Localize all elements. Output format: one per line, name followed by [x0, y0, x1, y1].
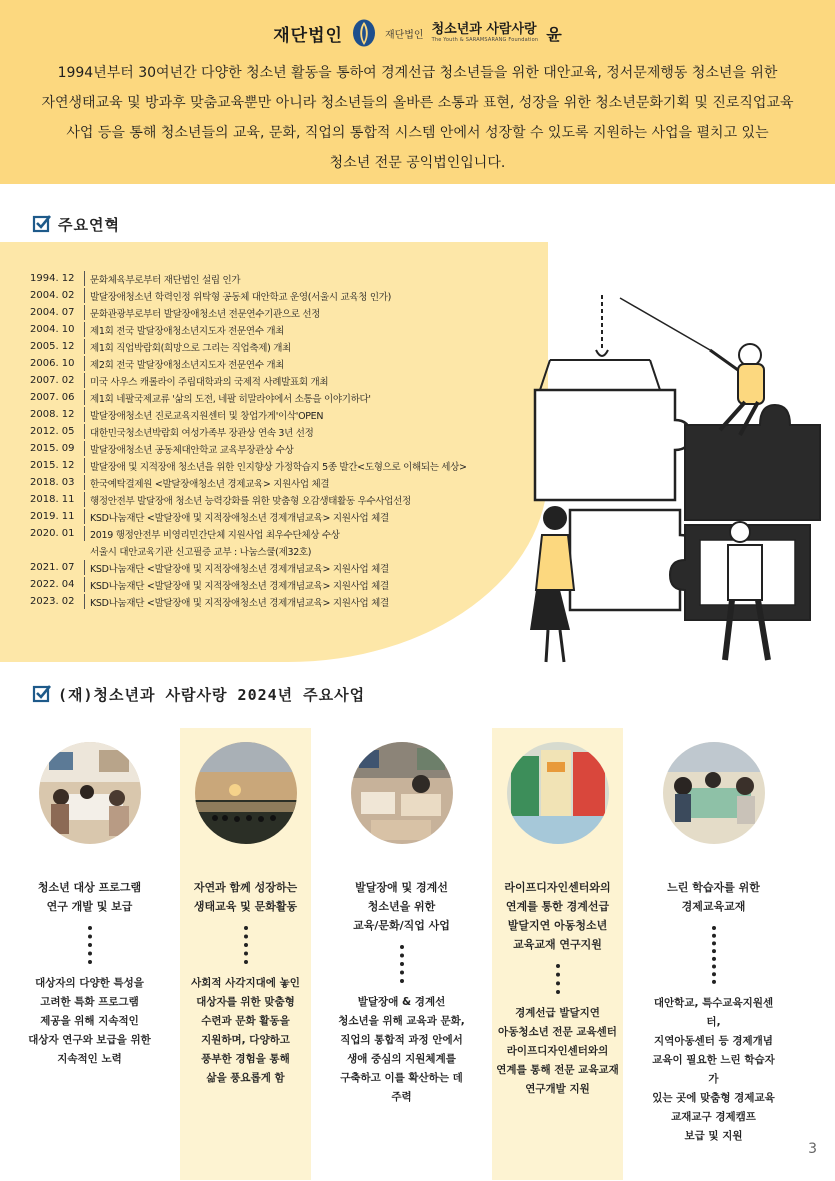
timeline-date: 2022. 04 — [30, 579, 75, 590]
sunset-photo — [195, 742, 297, 844]
timeline-date: 1994. 12 — [30, 273, 75, 284]
timeline-date: 2019. 11 — [30, 511, 75, 522]
checkbox-icon — [32, 214, 52, 234]
timeline-row — [30, 508, 530, 525]
project-description: 대안학교, 특수교육지원센터, 지역아동센터 등 경제개념 교육이 필요한 느린 학습자가 있는 곳에 맞춤형 경제교육 교재교구 경제캠프 보급 및 지원 — [652, 997, 775, 1142]
timeline-date: 2006. 10 — [30, 358, 75, 369]
timeline-divider — [84, 526, 85, 541]
timeline-text: 문화체육부로부터 재단법인 설립 인가 — [90, 274, 241, 286]
craft-activity-photo — [351, 742, 453, 844]
brand-mark: 윤 — [546, 24, 562, 44]
dotted-connector — [556, 964, 560, 994]
timeline-divider — [84, 424, 85, 439]
project-title: 라이프디자인센터와의 연계를 통한 경계선급 발달지연 아동청소년 교육교재 연구지원 — [504, 881, 611, 951]
timeline-divider — [84, 594, 85, 609]
dotted-connector — [712, 926, 716, 984]
timeline-text: 제2회 전국 발달장애청소년지도자 전문연수 개최 — [90, 359, 285, 371]
timeline-text: 제1회 네팔국제교류 '삶의 도전, 네팔 히말라야에서 소통을 이야기하다' — [90, 393, 371, 405]
timeline-date: 2015. 09 — [30, 443, 75, 454]
timeline-text: KSD나눔재단 <발달장애 및 지적장애청소년 경제개념교육> 지원사업 체결 — [90, 512, 389, 524]
timeline-text: 2019 행정안전부 비영리민간단체 지원사업 최우수단체상 수상 — [90, 529, 340, 541]
timeline-date: 2018. 03 — [30, 477, 75, 488]
brand-script-text: 재단법인 — [273, 25, 343, 46]
timeline-date: 2005. 12 — [30, 341, 75, 352]
timeline-divider — [84, 339, 85, 354]
timeline-text: KSD나눔재단 <발달장애 및 지적장애청소년 경제개념교육> 지원사업 체결 — [90, 563, 389, 575]
timeline-date: 2023. 02 — [30, 596, 75, 607]
timeline-row — [30, 474, 530, 491]
project-card — [492, 742, 623, 1099]
timeline-text: 발달장애청소년 진로교육지원센터 및 창업가게'이삭'OPEN — [90, 410, 324, 422]
timeline-row — [30, 525, 530, 542]
history-title: 주요연혁 — [58, 215, 120, 234]
timeline-divider — [84, 288, 85, 303]
timeline-date: 2021. 07 — [30, 562, 75, 573]
timeline-text: 문화관광부로부터 발달장애청소년 전문연수기관으로 선정 — [90, 308, 321, 320]
timeline-text: KSD나눔재단 <발달장애 및 지적장애청소년 경제개념교육> 지원사업 체결 — [90, 580, 389, 592]
timeline-text: 행정안전부 발달장애 청소년 능력강화를 위한 맞춤형 오감생태활동 우수사업선정 — [90, 495, 411, 507]
timeline-row — [30, 372, 530, 389]
book-display-photo — [507, 742, 609, 844]
dotted-connector — [244, 926, 248, 964]
project-description: 대상자의 다양한 특성을 고려한 특화 프로그램 제공을 위해 지속적인 대상자 연구와 보급을 위한 지속적인 노력 — [28, 977, 151, 1065]
project-card — [180, 742, 311, 1088]
project-card — [24, 742, 155, 1069]
timeline-divider — [84, 305, 85, 320]
intro-line: 사업 등을 통해 청소년들의 교육, 문화, 직업의 통합적 시스템 안에서 성장할 수 있도록 지원하는 사업을 펼치고 있는 — [66, 125, 769, 141]
classroom-photo — [663, 742, 765, 844]
timeline-divider — [84, 475, 85, 490]
timeline-divider — [84, 271, 85, 286]
project-description: 사회적 사각지대에 놓인 대상자를 위한 맞춤형 수련과 문화 활동을 지원하며, 다양하고 풍부한 경험을 통해 삶을 풍요롭게 함 — [191, 977, 300, 1084]
projects-section-title — [32, 682, 365, 706]
timeline-text: 발달장애 및 지적장애 청소년을 위한 인지향상 가정학습지 5종 발간<도형으로 이해되는 세상> — [90, 461, 467, 473]
page-number: 3 — [808, 1141, 817, 1157]
timeline-row — [30, 491, 530, 508]
project-card — [648, 742, 779, 1146]
timeline-date: 2007. 06 — [30, 392, 75, 403]
timeline-date: 2007. 02 — [30, 375, 75, 386]
timeline-row — [30, 423, 530, 440]
timeline-divider — [84, 458, 85, 473]
project-description: 발달장애 & 경계선 청소년을 위해 교육과 문화, 직업의 통합적 과정 안에서 생애 중심의 지원체계를 구축하고 이를 확산하는 데 주력 — [338, 996, 465, 1103]
brand-name: 청소년과 사람사랑 — [431, 22, 537, 37]
timeline-row — [30, 542, 530, 559]
workshop-photo — [39, 742, 141, 844]
timeline-divider — [84, 560, 85, 575]
dotted-connector — [400, 945, 404, 983]
checkbox-icon — [32, 684, 52, 704]
history-timeline — [30, 270, 530, 610]
timeline-divider — [84, 322, 85, 337]
projects-title: (재)청소년과 사람사랑 2024년 주요사업 — [58, 685, 366, 704]
brand-english-name: The Youth & SARAMSARANG Foundation — [431, 37, 539, 43]
history-section-title — [32, 212, 120, 236]
timeline-row — [30, 457, 530, 474]
timeline-text: 제1회 직업박람회(희망으로 그리는 직업축제) 개최 — [90, 342, 291, 354]
timeline-date: 2004. 10 — [30, 324, 75, 335]
timeline-divider — [84, 441, 85, 456]
timeline-text: 발달장애청소년 학력인정 위탁형 공동체 대안학교 운영(서울시 교육청 인가) — [90, 291, 392, 303]
timeline-date: 2015. 12 — [30, 460, 75, 471]
timeline-row — [30, 270, 530, 287]
intro-line: 1994년부터 30여년간 다양한 청소년 활동을 통하여 경계선급 청소년들을 위한 대안교육, 정서문제행동 청소년을 위한 — [57, 65, 778, 81]
timeline-row — [30, 389, 530, 406]
timeline-text: 제1회 전국 발달장애청소년지도자 전문연수 개최 — [90, 325, 285, 337]
timeline-date: 2008. 12 — [30, 409, 75, 420]
intro-paragraph — [30, 58, 805, 178]
timeline-divider — [84, 407, 85, 422]
timeline-row — [30, 440, 530, 457]
timeline-row — [30, 355, 530, 372]
foundation-emblem-icon — [351, 18, 377, 48]
timeline-row — [30, 593, 530, 610]
timeline-date: 2018. 11 — [30, 494, 75, 505]
timeline-row — [30, 304, 530, 321]
foundation-logo — [0, 18, 835, 48]
timeline-divider — [84, 577, 85, 592]
timeline-row — [30, 406, 530, 423]
intro-line: 청소년 전문 공익법인입니다. — [329, 155, 506, 171]
puzzle-illustration — [500, 290, 830, 670]
timeline-date: 2004. 07 — [30, 307, 75, 318]
timeline-divider — [84, 492, 85, 507]
timeline-row — [30, 321, 530, 338]
brand-prefix: 재단법인 — [384, 29, 424, 41]
timeline-divider — [84, 356, 85, 371]
timeline-date: 2004. 02 — [30, 290, 75, 301]
dotted-connector — [88, 926, 92, 964]
project-card — [336, 742, 467, 1107]
timeline-text: KSD나눔재단 <발달장애 및 지적장애청소년 경제개념교육> 지원사업 체결 — [90, 597, 389, 609]
timeline-date: 2020. 01 — [30, 528, 75, 539]
timeline-divider — [84, 373, 85, 388]
timeline-row — [30, 338, 530, 355]
project-title: 자연과 함께 성장하는 생태교육 및 문화활동 — [193, 881, 298, 913]
timeline-divider — [84, 509, 85, 524]
timeline-divider — [84, 390, 85, 405]
timeline-text: 서울시 대안교육기관 신고필증 교부 : 나눔스쿨(제32호) — [90, 546, 312, 558]
intro-line: 자연생태교육 및 방과후 맞춤교육뿐만 아니라 청소년들의 올바른 소통과 표현, 성장을 위한 청소년문화기획 및 진로직업교육 — [41, 95, 794, 111]
project-title: 발달장애 및 경계선 청소년을 위한 교육/문화/직업 사업 — [353, 881, 450, 932]
project-title: 느린 학습자를 위한 경제교육교재 — [667, 881, 760, 913]
timeline-text: 발달장애청소년 공동체대안학교 교육부장관상 수상 — [90, 444, 294, 456]
timeline-text: 한국예탁결제원 <발달장애청소년 경제교육> 지원사업 체결 — [90, 478, 330, 490]
timeline-row — [30, 559, 530, 576]
timeline-text: 미국 사우스 캐롤라이 주립대학과의 국제적 사례발표회 개최 — [90, 376, 329, 388]
project-title: 청소년 대상 프로그램 연구 개발 및 보급 — [37, 881, 142, 913]
timeline-text: 대한민국청소년박람회 여성가족부 장관상 연속 3년 선정 — [90, 427, 314, 439]
timeline-date: 2012. 05 — [30, 426, 75, 437]
brand-name-block — [432, 23, 539, 43]
timeline-row — [30, 287, 530, 304]
timeline-row — [30, 576, 530, 593]
project-description: 경계선급 발달지연 아동청소년 전문 교육센터 라이프디자인센터와의 연계를 통해 전문 교육교재 연구개발 지원 — [496, 1007, 619, 1095]
